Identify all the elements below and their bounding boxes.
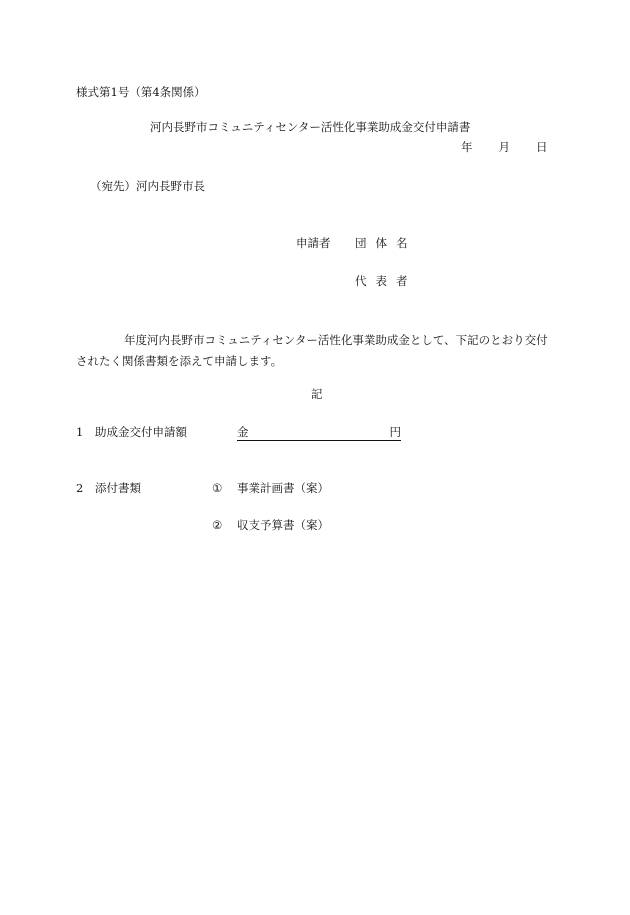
amount-prefix: 金 (237, 425, 249, 439)
document-title: 河内長野市コミュニティセンター活性化事業助成金交付申請書 (150, 120, 471, 134)
group-name-label: 団体名 (355, 236, 417, 250)
item1-label: 助成金交付申請額 (95, 425, 187, 439)
attachment-2-text: 収支予算書（案） (237, 518, 329, 532)
date-month-label: 月 (498, 140, 510, 154)
attachment-2-mark: ② (212, 518, 223, 532)
addressee: （宛先）河内長野市長 (90, 179, 205, 193)
item1-number: 1 (76, 425, 84, 439)
attachment-1-mark: ① (212, 481, 223, 495)
attachment-1-text: 事業計画書（案） (237, 481, 329, 495)
ki-heading: 記 (311, 387, 323, 401)
amount-field (237, 426, 401, 441)
applicant-label: 申請者 (296, 236, 331, 250)
representative-label: 代表者 (355, 274, 417, 288)
amount-suffix: 円 (389, 425, 401, 439)
date-line (461, 141, 548, 155)
application-statement: 年度河内長野市コミュニティセンター活性化事業助成金として、下記のとおり交付されたく関係書類を添えて申請します。 (76, 333, 548, 368)
form-number: 様式第1号（第4条関係） (76, 85, 206, 99)
date-day-label: 日 (536, 140, 548, 154)
date-year-label: 年 (461, 140, 473, 154)
item2-number: 2 (76, 481, 84, 495)
item2-label: 添付書類 (95, 481, 141, 495)
